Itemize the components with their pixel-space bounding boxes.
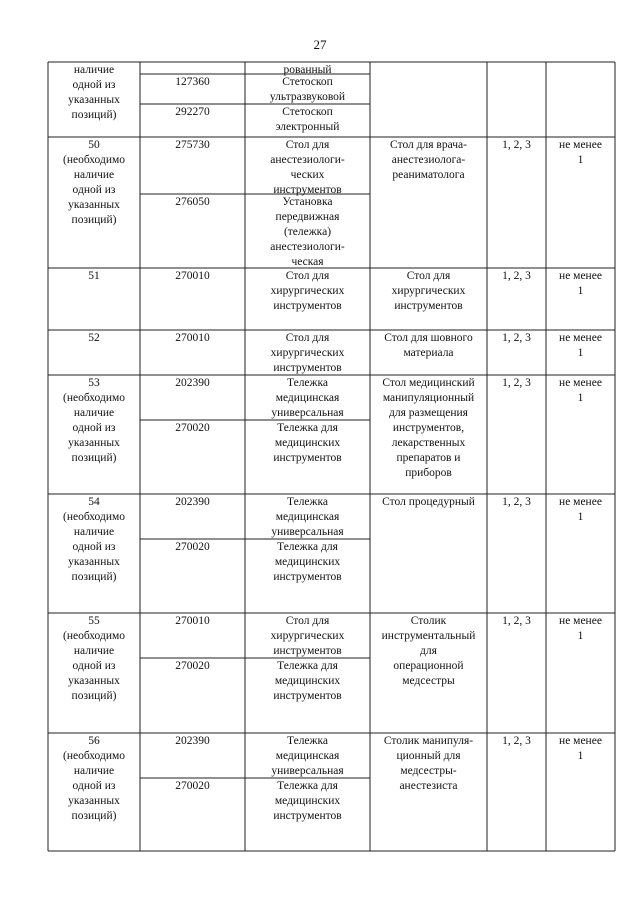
product-code-cell: 202390 — [175, 496, 210, 508]
equipment-name-cell-line: лекарственных — [391, 437, 466, 449]
position-number-cell-line: наличие — [73, 169, 115, 181]
position-number-cell-line: позиций) — [71, 452, 117, 464]
position-number-cell-line: 54 — [88, 496, 100, 508]
product-name-cell-line: передвижная — [275, 211, 340, 223]
position-number-cell-line: 50 — [88, 139, 100, 151]
position-number-cell-line: одной из — [72, 660, 116, 672]
product-name-cell-line: рованный — [283, 64, 332, 76]
product-code-cell: 270010 — [175, 615, 210, 627]
position-number-cell-line: (необходимо — [62, 392, 125, 404]
zones-cell: 1, 2, 3 — [502, 615, 531, 627]
position-number-cell-line: наличие — [73, 64, 115, 76]
quantity-cell-line: не менее — [559, 270, 602, 282]
quantity-cell-line: 1 — [577, 154, 584, 166]
quantity-cell-line: 1 — [577, 392, 584, 404]
position-number-cell-line: наличие — [73, 407, 115, 419]
product-code-cell: 270020 — [175, 660, 210, 672]
equipment-name-cell-line: Стол для — [406, 270, 451, 282]
zones-cell: 1, 2, 3 — [502, 735, 531, 747]
zones-cell: 1, 2, 3 — [502, 377, 531, 389]
product-name-cell-line: ультразвуковой — [269, 91, 346, 103]
product-name-cell-line: медицинская — [275, 750, 340, 762]
product-name-cell-line: Стол для — [285, 615, 330, 627]
equipment-name-cell-line: инструментов, — [392, 422, 465, 434]
position-number-cell — [50, 734, 138, 824]
product-name-cell — [247, 105, 368, 135]
equipment-name-cell-line: Столик — [410, 615, 447, 627]
product-name-cell-line: универсальная — [271, 765, 344, 777]
product-name-cell-line: (тележка) — [283, 226, 332, 238]
position-number-cell-line: позиций) — [71, 810, 117, 822]
product-code-cell: 127360 — [175, 76, 210, 88]
product-name-cell-line: хирургических — [270, 285, 345, 297]
product-code-cell: 270020 — [175, 541, 210, 553]
position-number-cell-line: (необходимо — [62, 750, 125, 762]
quantity-cell-line: 1 — [577, 511, 584, 523]
product-name-cell — [247, 734, 368, 779]
quantity-cell — [548, 734, 613, 764]
position-number-cell-line: 53 — [88, 377, 100, 389]
product-code-cell: 270020 — [175, 422, 210, 434]
equipment-name-cell — [372, 495, 485, 510]
product-name-cell-line: Стол для — [285, 332, 330, 344]
product-name-cell — [247, 421, 368, 466]
quantity-cell-line: не менее — [559, 615, 602, 627]
equipment-name-cell-line: для — [420, 645, 437, 657]
product-code-cell: 270010 — [175, 332, 210, 344]
equipment-name-cell-line: материала — [403, 347, 454, 359]
equipment-name-cell-line: операционной — [393, 660, 464, 672]
position-number-cell-line: наличие — [73, 526, 115, 538]
product-name-cell-line: Стетоскоп — [282, 76, 333, 88]
product-name-cell-line: Тележка для — [277, 780, 338, 792]
position-number-cell-line: (необходимо — [62, 630, 125, 642]
product-name-cell-line: универсальная — [271, 526, 344, 538]
equipment-name-cell-line: инструментальный — [381, 630, 476, 642]
product-name-cell-line: медицинская — [275, 392, 340, 404]
product-name-cell-line: инструментов — [273, 690, 342, 702]
product-name-cell-line: медицинская — [275, 511, 340, 523]
position-number-cell-line: позиций) — [71, 571, 117, 583]
position-number-cell — [50, 331, 138, 346]
quantity-cell-line: 1 — [577, 630, 584, 642]
equipment-name-cell-line: ционный для — [396, 750, 461, 762]
product-name-cell — [247, 540, 368, 585]
product-name-cell — [247, 659, 368, 704]
position-number-cell-line: указанных — [68, 94, 120, 106]
position-number-cell — [50, 376, 138, 466]
quantity-cell — [548, 614, 613, 644]
equipment-name-cell-line: Стол для шовного — [384, 332, 473, 344]
zones-cell: 1, 2, 3 — [502, 496, 531, 508]
product-name-cell-line: Стол для — [285, 139, 330, 151]
product-name-cell-line: инструментов — [273, 645, 342, 657]
product-name-cell-line: Тележка для — [277, 660, 338, 672]
product-name-cell-line: ческая — [291, 256, 324, 268]
product-name-cell — [247, 195, 368, 270]
equipment-name-cell — [372, 734, 485, 794]
position-number-cell-line: наличие — [73, 765, 115, 777]
quantity-cell — [548, 331, 613, 361]
quantity-cell-line: 1 — [577, 347, 584, 359]
product-name-cell-line: инструментов — [273, 184, 342, 196]
product-name-cell-line: хирургических — [270, 630, 345, 642]
zones-cell: 1, 2, 3 — [502, 332, 531, 344]
product-name-cell-line: хирургических — [270, 347, 345, 359]
equipment-name-cell-line: Столик манипуля- — [383, 735, 474, 747]
quantity-cell — [548, 269, 613, 299]
quantity-cell-line: не менее — [559, 139, 602, 151]
product-code-cell: 275730 — [175, 139, 210, 151]
position-number-cell-line: позиций) — [71, 214, 117, 226]
product-name-cell-line: Тележка — [287, 496, 328, 508]
product-name-cell-line: Установка — [282, 196, 333, 208]
quantity-cell — [548, 138, 613, 168]
product-code-cell: 270020 — [175, 780, 210, 792]
position-number-cell — [50, 269, 138, 284]
product-name-cell-line: инструментов — [273, 300, 342, 312]
position-number-cell-line: указанных — [68, 795, 120, 807]
position-number-cell-line: одной из — [72, 184, 116, 196]
page-number: 27 — [313, 37, 327, 52]
position-number-cell-line: указанных — [68, 199, 120, 211]
product-code-cell: 202390 — [175, 735, 210, 747]
position-number-cell — [50, 495, 138, 585]
product-name-cell — [247, 376, 368, 421]
equipment-name-cell-line: манипуляционный — [382, 392, 475, 404]
equipment-name-cell-line: препаратов и — [396, 452, 461, 464]
product-name-cell-line: медицинских — [274, 795, 341, 807]
product-name-cell — [247, 495, 368, 540]
product-name-cell — [247, 138, 368, 198]
position-number-cell-line: позиций) — [71, 690, 117, 702]
equipment-name-cell-line: для размещения — [389, 407, 468, 419]
position-number-cell — [50, 138, 138, 228]
product-name-cell-line: инструментов — [273, 452, 342, 464]
position-number-cell-line: 51 — [88, 270, 100, 282]
equipment-name-cell — [372, 269, 485, 314]
product-name-cell-line: инструментов — [273, 571, 342, 583]
product-code-cell: 276050 — [175, 196, 210, 208]
quantity-cell — [548, 376, 613, 406]
position-number-cell-line: одной из — [72, 79, 116, 91]
product-name-cell-line: медицинских — [274, 437, 341, 449]
quantity-cell — [548, 495, 613, 525]
equipment-name-cell-line: медсестры- — [400, 765, 457, 777]
product-name-cell — [247, 779, 368, 824]
product-name-cell — [247, 331, 368, 376]
product-code-cell: 292270 — [175, 106, 210, 118]
quantity-cell-line: не менее — [559, 377, 602, 389]
equipment-name-cell-line: Стол процедурный — [382, 496, 475, 508]
product-name-cell-line: Тележка — [287, 735, 328, 747]
equipment-name-cell-line: анестезиста — [399, 780, 458, 792]
product-name-cell-line: инструментов — [273, 362, 342, 374]
product-name-cell-line: Тележка для — [277, 541, 338, 553]
equipment-name-cell — [372, 138, 485, 183]
quantity-cell-line: не менее — [559, 496, 602, 508]
equipment-name-cell — [372, 376, 485, 481]
position-number-cell-line: указанных — [68, 556, 120, 568]
equipment-name-cell-line: реаниматолога — [392, 169, 465, 181]
position-number-cell-line: наличие — [73, 645, 115, 657]
equipment-name-cell-line: анестезиолога- — [391, 154, 466, 166]
product-name-cell-line: Стол для — [285, 270, 330, 282]
position-number-cell-line: одной из — [72, 541, 116, 553]
equipment-name-cell-line: медсестры — [402, 675, 455, 687]
product-name-cell-line: инструментов — [273, 810, 342, 822]
position-number-cell-line: 56 — [88, 735, 100, 747]
product-name-cell-line: медицинских — [274, 556, 341, 568]
quantity-cell-line: 1 — [577, 285, 584, 297]
zones-cell: 1, 2, 3 — [502, 139, 531, 151]
position-number-cell-line: 55 — [88, 615, 100, 627]
product-name-cell — [247, 75, 368, 105]
position-number-cell — [50, 614, 138, 704]
product-name-cell — [247, 614, 368, 659]
position-number-cell-line: указанных — [68, 437, 120, 449]
product-name-cell-line: электронный — [275, 121, 340, 133]
position-number-cell-line: указанных — [68, 675, 120, 687]
quantity-cell-line: не менее — [559, 735, 602, 747]
product-name-cell — [247, 269, 368, 314]
equipment-name-cell — [372, 614, 485, 689]
equipment-name-cell-line: хирургических — [391, 285, 466, 297]
position-number-cell-line: одной из — [72, 780, 116, 792]
equipment-name-cell — [372, 331, 485, 361]
product-name-cell-line: Стетоскоп — [282, 106, 333, 118]
product-name-cell-line: анестезиологи- — [270, 154, 345, 166]
position-number-cell-line: (необходимо — [62, 511, 125, 523]
equipment-name-cell-line: Стол медицинский — [382, 377, 475, 389]
position-number-cell-line: (необходимо — [62, 154, 125, 166]
product-name-cell-line: Тележка для — [277, 422, 338, 434]
position-number-cell-line: позиций) — [71, 109, 117, 121]
product-code-cell: 202390 — [175, 377, 210, 389]
quantity-cell-line: не менее — [559, 332, 602, 344]
zones-cell: 1, 2, 3 — [502, 270, 531, 282]
quantity-cell-line: 1 — [577, 750, 584, 762]
product-code-cell: 270010 — [175, 270, 210, 282]
product-name-cell-line: медицинских — [274, 675, 341, 687]
position-number-cell-line: 52 — [88, 332, 100, 344]
equipment-name-cell-line: приборов — [405, 467, 452, 479]
equipment-name-cell-line: инструментов — [394, 300, 463, 312]
product-name-cell-line: Тележка — [287, 377, 328, 389]
product-name-cell-line: анестезиологи- — [270, 241, 345, 253]
position-number-cell-line: одной из — [72, 422, 116, 434]
product-name-cell-line: универсальная — [271, 407, 344, 419]
product-name-cell-line: ческих — [290, 169, 325, 181]
position-number-cell — [50, 63, 138, 123]
equipment-name-cell-line: Стол для врача- — [390, 139, 467, 151]
